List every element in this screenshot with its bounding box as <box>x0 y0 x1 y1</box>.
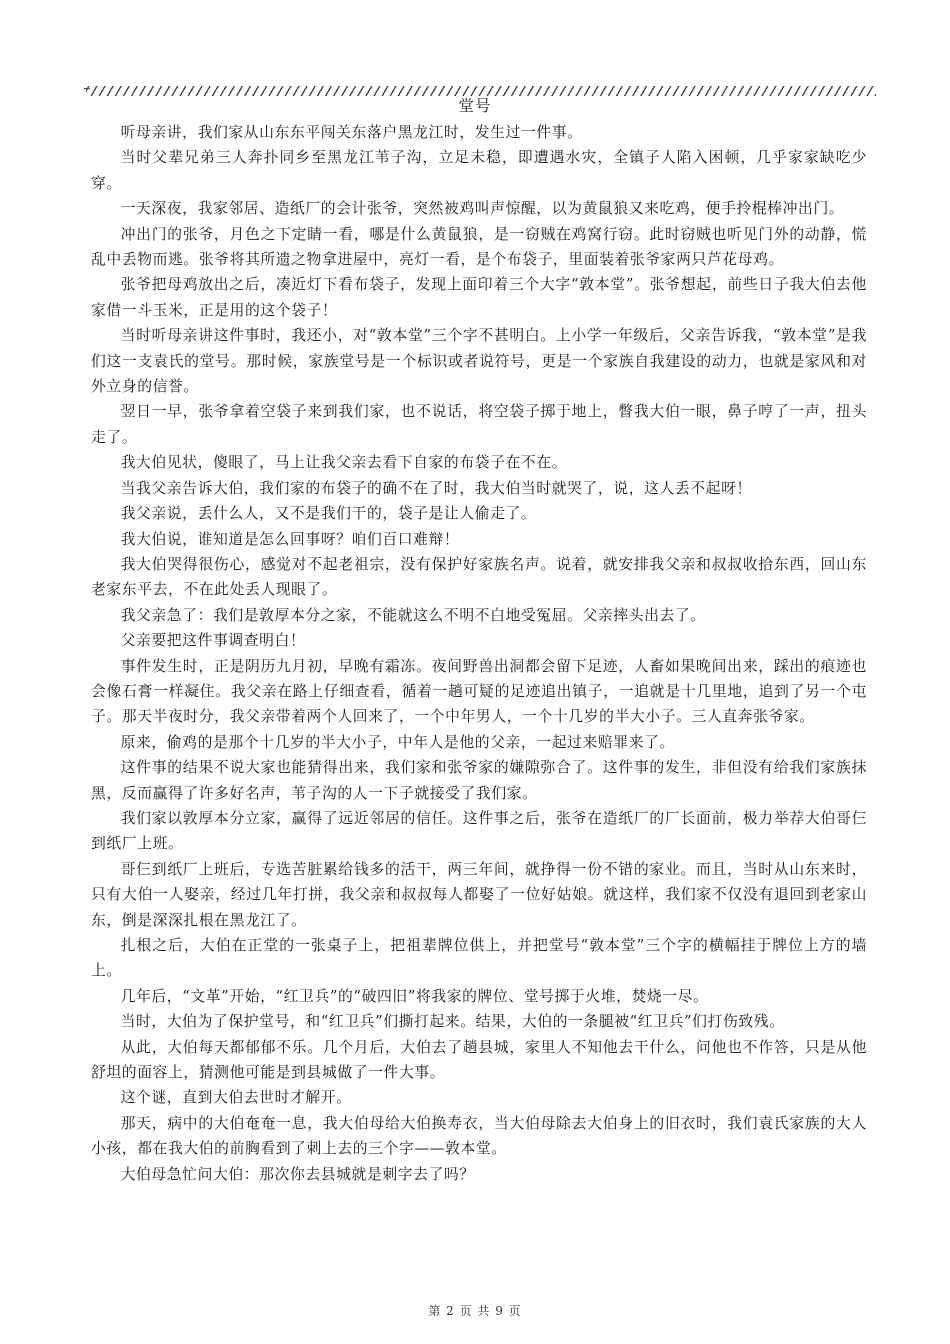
paragraph: 当时，大伯为了保护堂号，和“红卫兵”们撕打起来。结果，大伯的一条腿被“红卫兵”们打伤致残。 <box>120 1013 785 1031</box>
article-body <box>91 120 867 1187</box>
paragraph: 听母亲讲，我们家从山东东平闯关东落户黑龙江时，发生过一件事。 <box>120 124 583 141</box>
paragraph: 这件事的结果不说大家也能猜得出来，我们家和张爷家的嫌隙弥合了。这件事的发生，非但没有给我们家族抹黑，反而赢得了许多好名声，苇子沟的人一下子就接受了我们家。 <box>91 759 867 802</box>
paragraph: 大伯母急忙问大伯：那次你去县城就是刺字去了吗？ <box>120 1165 475 1183</box>
paragraph: 当时听母亲讲这件事时，我还小，对“敦本堂”三个字不甚明白。上小学一年级后，父亲告诉我，“敦本堂”是我们这一支袁氏的堂号。那时候，家族堂号是一个标识或者说符号，更是一个家族自我建设的动力，也就是家风和对外立身的信誉。 <box>91 327 867 396</box>
paragraph: 我大伯说，谁知道是怎么回事呀？咱们百口难辩！ <box>120 530 460 548</box>
paragraph: 原来，偷鸡的是那个十几岁的半大小子，中年人是他的父亲，一起过来赔罪来了。 <box>120 733 675 751</box>
header-hatched-rule <box>86 86 876 96</box>
paragraph: 哥仨到纸厂上班后，专选苦脏累给钱多的活干，两三年间，就挣得一份不错的家业。而且，当时从山东来时，只有大伯一人娶亲，经过几年打拼，我父亲和叔叔每人都娶了一位好姑娘。就这样，我们家不仅没有退回到老家山东，倒是深深扎根在黑龙江了。 <box>91 860 867 929</box>
paragraph: 张爷把母鸡放出之后，凑近灯下看布袋子，发现上面印着三个大字“敦本堂”。张爷想起，前些日子我大伯去他家借一斗玉米，正是用的这个袋子！ <box>91 276 867 319</box>
page-number-footer: 第 2 页 共 9 页 <box>428 1304 522 1318</box>
paragraph: 扎根之后，大伯在正堂的一张桌子上，把祖辈牌位供上，并把堂号“敦本堂”三个字的横幅挂于牌位上方的墙上。 <box>91 937 867 980</box>
paragraph: 一天深夜，我家邻居、造纸厂的会计张爷，突然被鸡叫声惊醒，以为黄鼠狼又来吃鸡，便手拎棍棒冲出门。 <box>120 200 845 218</box>
paragraph: 父亲要把这件事调查明白！ <box>120 632 306 650</box>
paragraph: 我父亲说，丢什么人，又不是我们干的，袋子是让人偷走了。 <box>120 505 537 523</box>
paragraph: 我们家以敦厚本分立家，赢得了远近邻居的信任。这件事之后，张爷在造纸厂的厂长面前，极力举荐大伯哥仨到纸厂上班。 <box>91 809 867 853</box>
paragraph: 我大伯哭得很伤心，感觉对不起老祖宗，没有保护好家族名声。说着，就安排我父亲和叔叔收拾东西，回山东老家东平去，不在此处丢人现眼了。 <box>91 555 867 599</box>
paragraph: 冲出门的张爷，月色之下定睛一看，哪是什么黄鼠狼，是一窃贼在鸡窝行窃。此时窃贼也听见门外的动静，慌乱中丢物而逃。张爷将其所遗之物拿进屋中，亮灯一看，是个布袋子，里面装着张爷家两只芦花母鸡。 <box>91 225 867 269</box>
paragraph: 这个谜，直到大伯去世时才解开。 <box>120 1089 352 1107</box>
page-title: 堂号 <box>458 97 492 115</box>
paragraph: 翌日一早，张爷拿着空袋子来到我们家，也不说话，将空袋子掷于地上，瞥我大伯一眼，鼻子哼了一声，扭头走了。 <box>91 403 867 446</box>
paragraph: 当我父亲告诉大伯，我们家的布袋子的确不在了时，我大伯当时就哭了，说，这人丢不起呀！ <box>120 479 752 497</box>
paragraph: 事件发生时，正是阴历九月初，早晚有霜冻。夜间野兽出洞都会留下足迹，人畜如果晚间出来，踩出的痕迹也会像石膏一样凝住。我父亲在路上仔细查看，循着一趟可疑的足迹追出镇子，一追就是十几里地，追到了另一个屯子。那天半夜时分，我父亲带着两个人回来了，一个中年男人，一个十几岁的半大小子。三人直奔张爷家。 <box>91 657 867 726</box>
paragraph: 那天，病中的大伯奄奄一息，我大伯母给大伯换寿衣，当大伯母除去大伯身上的旧衣时，我们袁氏家族的大人小孩，都在我大伯的前胸看到了刺上去的三个字——敦本堂。 <box>91 1114 867 1158</box>
paragraph: 几年后，“文革”开始，“红卫兵”的“破四旧”将我家的牌位、堂号掷于火堆，焚烧一尽。 <box>120 987 709 1005</box>
paragraph: 我父亲急了：我们是敦厚本分之家，不能就这么不明不白地受冤屈。父亲摔头出去了。 <box>120 606 706 624</box>
paragraph: 我大伯见状，傻眼了，马上让我父亲去看下自家的布袋子在不在。 <box>120 454 568 472</box>
paragraph: 当时父辈兄弟三人奔扑同乡至黑龙江苇子沟，立足未稳，即遭遇水灾，全镇子人陷入困顿，几乎家家缺吃少穿。 <box>91 149 867 192</box>
paragraph: 从此，大伯每天都郁郁不乐。几个月后，大伯去了趟县城，家里人不知他去干什么，问他也不作答，只是从他舒坦的面容上，猜测他可能是到县城做了一件大事。 <box>91 1038 867 1082</box>
